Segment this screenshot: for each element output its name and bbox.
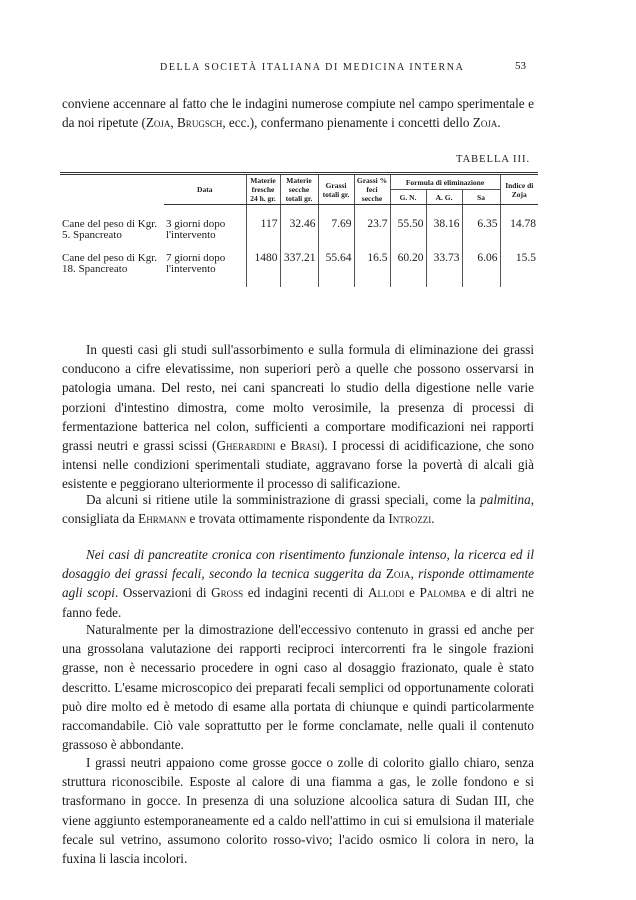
table-header-grassi-totali: Grassi totali gr. [318,174,354,205]
paragraph-esame-microscopico: Naturalmente per la dimostrazione dell'eccessivo contenuto in grassi ed anche per una grossolana valutazione dei rapporti reciproci intercorrenti fra le singole frazioni grasse, non è necessario procedere in ogni caso al dosaggio frazionato, quale è stato descritto. L'esame microscopico dei preparati fecali semplici od opportunamente colorati può dire molto ed è metodo di esame alla portata di chiunque e quindi particolarmente raccomandabile. Ciò vale soprattutto per le forme conclamate, nelle quali il contenuto grassoso è abbondante. [62,622,534,753]
cell-secche: 32.46 [280,219,318,253]
table-header-empty [60,174,164,205]
table-row [60,219,538,253]
row-label: Cane del peso di Kgr. 18. Spancreato [62,252,158,275]
cell-indice: 14.78 [500,219,538,253]
author-name: Zoja [472,115,498,131]
cell-ag: 38.16 [426,219,462,253]
author-name: Palomba [419,585,466,601]
cell-gn: 55.50 [390,219,426,253]
table-header-grassi-percent: Grassi % feci secche [354,174,390,205]
intro-paragraph: conviene accennare al fatto che le indagini numerose compiute nel campo sperimentale e da noi ripetute (Zoja, Brugsch, ecc.), confermano pienamente i concetti dello Zoja. [62,96,534,131]
paragraph-assorbimento: In questi casi gli studi sull'assorbimento e sulla formula di eliminazione dei grassi conducono a cifre elevatissime, non superiori però a quelle che possono osservarsi in patologia umana. Del resto, nei cani spancreati lo studio della digestione nelle varie porzioni d'intestino dimostra, come molto verosimile, la presenza di processi di fermentazione batterica nel colon, sufficienti a comportare modificazioni nei rapporti grassi neutri e grassi scissi (Gherardini e Brasi). I processi di acidificazione, che sono intensi nelle condizioni sperimentali studiate, aggravano forse la povertà di alcali già esistente e peggiorano ulteriormente il processo di salificazione. [62,342,534,492]
author-name: Brugsch [177,115,223,131]
table-header-materie-fresche: Materie fresche 24 h. gr. [246,174,280,205]
cell-grassi-totali: 7.69 [318,219,354,253]
table-header-data: Data [164,174,246,205]
author-name: Gherardini [216,438,276,454]
cell-sa: 6.35 [462,219,500,253]
cell-gn: 60.20 [390,253,426,287]
cell-secche: 337.21 [280,253,318,287]
cell-sa: 6.06 [462,253,500,287]
row-date: 7 giorni dopo l'intervento [166,252,226,275]
cell-grassi-percent: 16.5 [354,253,390,287]
table-header-indice: Indice di Zoja [500,174,538,205]
author-name: Introzzi [388,511,432,527]
table-header-formula: Formula di eliminazione [390,174,500,190]
cell-grassi-totali: 55.64 [318,253,354,287]
author-name: Brasi [290,438,320,454]
cell-grassi-percent: 23.7 [354,219,390,253]
author-name: Ehrmann [138,511,187,527]
row-label: Cane del peso di Kgr. 5. Spancreato [62,218,158,241]
author-name: Zoja [145,115,171,131]
author-name: Allodi [367,585,405,601]
cell-fresche: 1480 [246,253,280,287]
paragraph-grassi-neutri: I grassi neutri appaiono come grosse gocce o zolle di colorito giallo chiaro, senza struttura riconoscibile. Esposte al calore di una fiamma a gas, le zolle fondono e si trasformano in gocce. In presenza di una soluzione alcoolica satura di Sudan III, che viene aggiunto estemporaneamente ed a caldo nell'attimo in cui si emulsiona il materiale fecale sul vetrino, assumono colorito rosso-vivo; l'acido osmico li colora in nero, la fuxina li lascia incolori. [62,755,534,867]
page-number: 53 [515,60,526,72]
author-name: Zoja [385,566,411,582]
table-header-materie-secche: Materie secche totali gr. [280,174,318,205]
running-head: DELLA SOCIETÀ ITALIANA DI MEDICINA INTERNA [160,62,465,73]
cell-ag: 33.73 [426,253,462,287]
row-date: 3 giorni dopo l'intervento [166,218,226,241]
data-table [60,172,538,287]
cell-fresche: 117 [246,219,280,253]
table-header-gn: G. N. [390,190,426,205]
table-row [60,253,538,287]
table-header-ag: A. G. [426,190,462,205]
paragraph-palmitina: Da alcuni si ritiene utile la somministrazione di grassi speciali, come la palmitina, consigliata da Ehrmann e trovata ottimamente rispondente da Introzzi. [62,492,534,527]
paragraph-pancreatite: Nei casi di pancreatite cronica con risentimento funzionale intenso, la ricerca ed il dosaggio dei grassi fecali, secondo la tecnica suggerita da Zoja, risponde ottimamente agli scopi. Osservazioni di Gross ed indagini recenti di Allodi e Palomba e di altri ne fanno fede. [62,547,535,620]
table-header-sa: Sa [462,190,500,205]
italic-term: palmitina [480,492,531,507]
author-name: Gross [211,585,244,601]
table-caption: TABELLA III. [456,154,531,165]
cell-indice: 15.5 [500,253,538,287]
